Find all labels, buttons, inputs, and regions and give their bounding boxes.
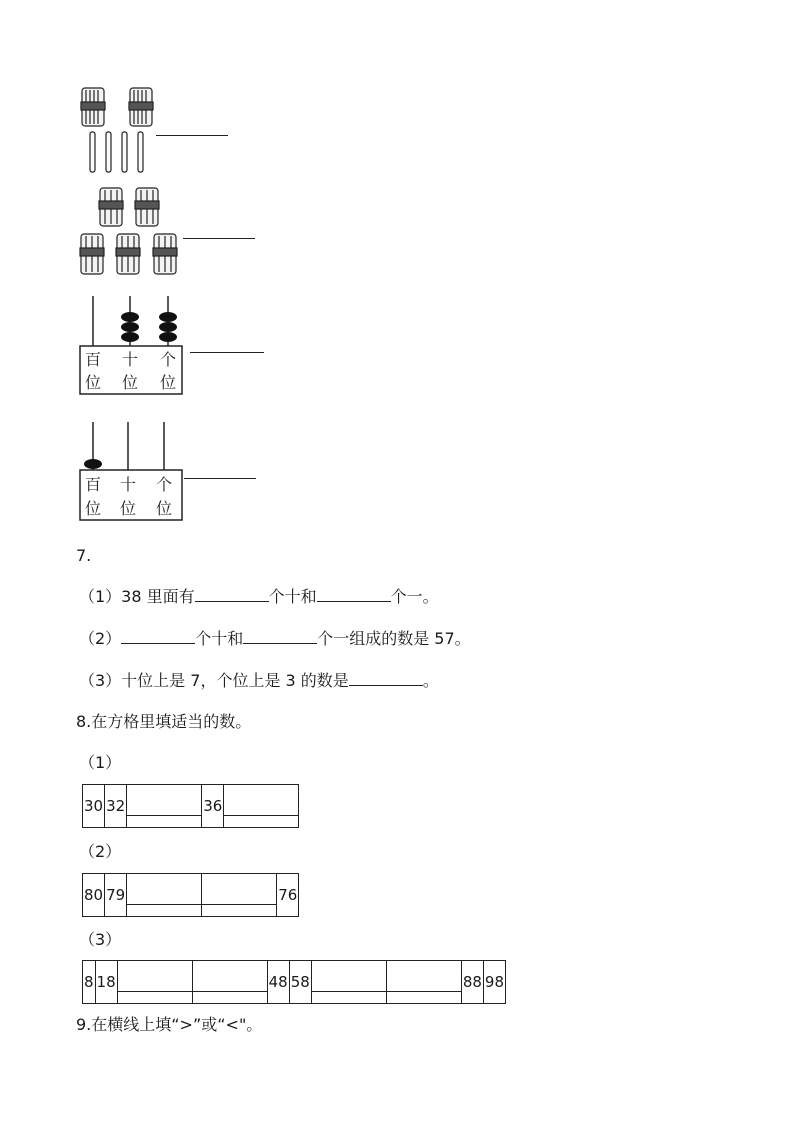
- answer-blank-4[interactable]: [184, 478, 256, 479]
- grid-cell: 18: [95, 961, 117, 1004]
- grid-blank-cell[interactable]: [117, 961, 192, 1004]
- bundles-sticks-figure-1: [76, 82, 166, 174]
- grid-cell: 8: [83, 961, 96, 1004]
- stick-icon: [90, 132, 143, 172]
- answer-blank[interactable]: [121, 629, 195, 644]
- bundle-icon: [153, 234, 177, 274]
- bundle-icon: [129, 88, 153, 126]
- grid-cell: 98: [483, 961, 505, 1004]
- grid-blank-cell[interactable]: [311, 961, 386, 1004]
- grid-cell: 48: [267, 961, 289, 1004]
- grid-blank-cell[interactable]: [202, 874, 277, 917]
- answer-blank-1[interactable]: [156, 135, 228, 136]
- grid-cell: 79: [105, 874, 127, 917]
- svg-text:位: 位: [122, 373, 139, 392]
- svg-text:位: 位: [85, 499, 102, 518]
- question-8-sub-1: （1）: [79, 753, 122, 772]
- bundles-figure-2: [76, 184, 186, 280]
- grid-cell: 30: [83, 785, 105, 828]
- svg-text:位: 位: [120, 499, 137, 518]
- grid-cell: 32: [105, 785, 127, 828]
- question-8-title: 8.在方格里填适当的数。: [76, 712, 252, 731]
- grid-blank-cell[interactable]: [224, 785, 299, 828]
- question-7-item-3: （3）十位上是 7，个位上是 3 的数是 。: [79, 671, 439, 690]
- number-grid-2: [82, 873, 299, 917]
- grid-cell: 80: [83, 874, 105, 917]
- svg-text:位: 位: [85, 373, 102, 392]
- answer-blank[interactable]: [195, 587, 269, 602]
- bundle-icon: [135, 188, 159, 226]
- grid-cell: 88: [461, 961, 483, 1004]
- number-grid-3: [82, 960, 506, 1004]
- abacus-figure-3: [76, 294, 188, 398]
- question-8-sub-2: （2）: [79, 842, 122, 861]
- svg-text:位: 位: [156, 499, 173, 518]
- bundle-icon: [81, 88, 105, 126]
- question-7-item-2: （2） 个十和 个一组成的数是 57。: [79, 629, 471, 648]
- grid-cell: 36: [202, 785, 224, 828]
- question-8-sub-3: （3）: [79, 930, 122, 949]
- question-9-title: 9.在横线上填“>”或“<"。: [76, 1015, 263, 1034]
- svg-text:个: 个: [156, 475, 173, 494]
- question-7-number: 7.: [76, 546, 92, 565]
- answer-blank[interactable]: [317, 587, 391, 602]
- svg-text:十: 十: [122, 350, 139, 369]
- svg-text:十: 十: [120, 475, 137, 494]
- abacus-figure-4: [76, 420, 188, 524]
- svg-text:百: 百: [85, 475, 102, 494]
- grid-blank-cell[interactable]: [127, 874, 202, 917]
- number-grid-1: [82, 784, 299, 828]
- bundle-icon: [80, 234, 104, 274]
- bead-icon: [84, 459, 102, 469]
- svg-text:百: 百: [85, 350, 102, 369]
- bundle-icon: [99, 188, 123, 226]
- grid-blank-cell[interactable]: [386, 961, 461, 1004]
- grid-cell: 76: [277, 874, 299, 917]
- bundle-icon: [116, 234, 140, 274]
- question-7-item-1: （1）38 里面有 个十和 个一。: [79, 587, 439, 606]
- answer-blank-3[interactable]: [190, 352, 264, 353]
- grid-blank-cell[interactable]: [192, 961, 267, 1004]
- grid-cell: 58: [289, 961, 311, 1004]
- answer-blank-2[interactable]: [183, 238, 255, 239]
- svg-text:个: 个: [160, 350, 177, 369]
- answer-blank[interactable]: [349, 671, 423, 686]
- svg-text:位: 位: [160, 373, 177, 392]
- bead-icon: [121, 312, 177, 342]
- grid-blank-cell[interactable]: [127, 785, 202, 828]
- answer-blank[interactable]: [243, 629, 317, 644]
